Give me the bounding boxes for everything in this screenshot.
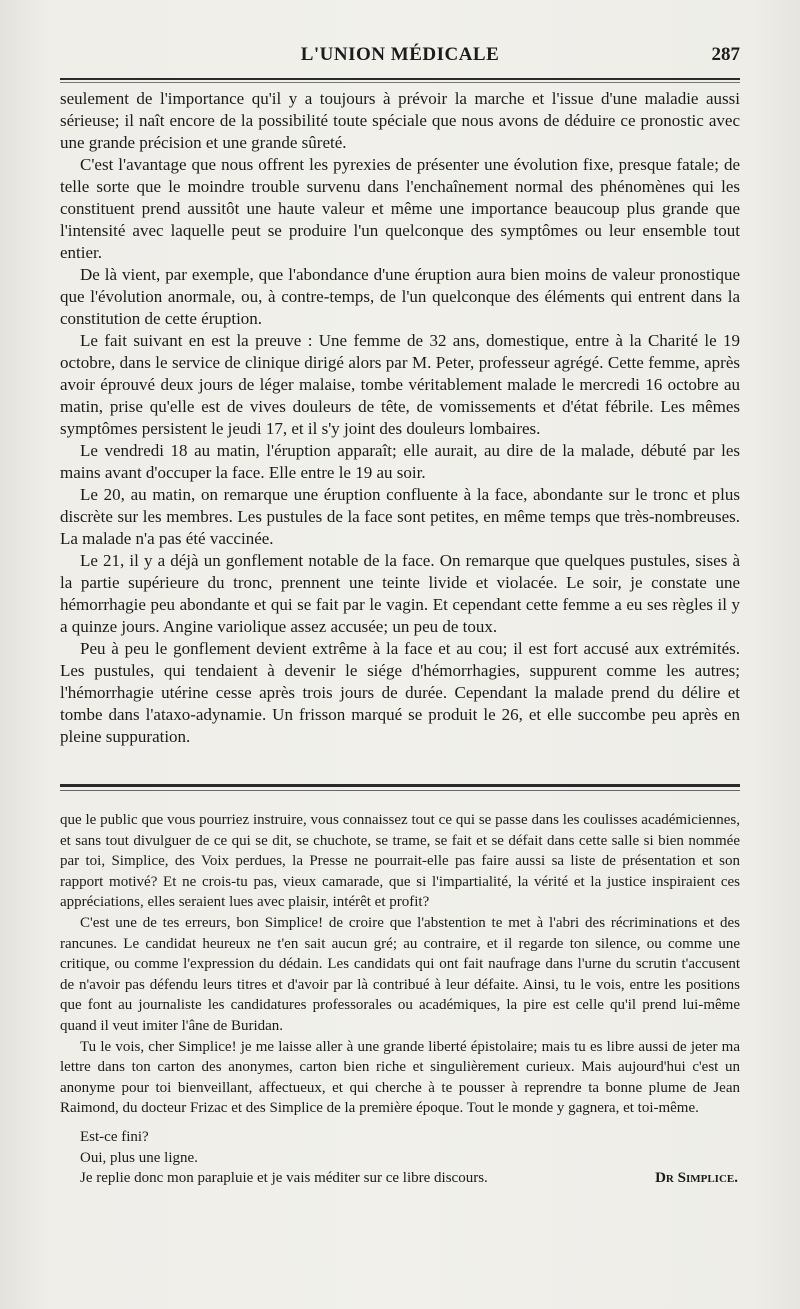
article-paragraph: seulement de l'importance qu'il y a toujours à prévoir la marche et l'issue d'une maladie aussi sérieuse; il naît encore de la possibilité toute spéciale que nous avons de déduire ce pronostic avec une grande précision et une grande sûreté. [60, 89, 740, 152]
feuilleton-paragraph: C'est une de tes erreurs, bon Simplice! de croire que l'abstention te met à l'abri des récriminations et des rancunes. Le candidat heureux ne t'en sait aucun gré; au contraire, et il regarde ton silence, ou comme une critique, ou comme l'expression du dédain. Les candidats qui ont fait naufrage dans l'urne du scrutin t'accusent de n'avoir pas défendu leurs titres et d'avoir par là contribué à leur défaite. Ainsi, tu le vois, entre les positions que font au journaliste les candidatures professorales ou académiques, la pire est celle qu'il prend lui-même quand il veut imiter l'âne de Buridan. [60, 914, 740, 1034]
page-header [60, 40, 740, 76]
article-body [60, 88, 740, 748]
closing-line: Je replie donc mon parapluie et je vais méditer sur ce libre discours. [80, 1170, 488, 1187]
article-paragraph: Le vendredi 18 au matin, l'éruption apparaît; elle aurait, au dire de la malade, débuté par les mains avant d'occuper la face. Elle entre le 19 au soir. [60, 441, 740, 482]
closing-line: Oui, plus une ligne. [80, 1149, 198, 1166]
signature: Dr Simplice. [655, 1170, 738, 1187]
feuilleton-section [60, 810, 740, 1189]
header-rule [60, 78, 740, 80]
article-paragraph: De là vient, par exemple, que l'abondance d'une éruption aura bien moins de valeur pronostique que l'évolution anormale, ou, à contre-temps, de l'un quelconque des éléments qui entrent dans la constitution de cette éruption. [60, 265, 740, 328]
article-paragraph: Le 21, il y a déjà un gonflement notable de la face. On remarque que quelques pustules, sises à la partie supérieure du tronc, prennent une teinte livide et violacée. Le soir, je constate une hémorrhagie peu abondante et qui se fait par le vagin. Et cependant cette femme a eu ses règles il y a quinze jours. Angine variolique assez accusée; un peu de toux. [60, 551, 740, 636]
article-paragraph: Peu à peu le gonflement devient extrême à la face et au cou; il est fort accusé aux extrémités. Les pustules, qui tendaient à devenir le siége d'hémorrhagies, suppurent comme les autres; l'hémorrhagie utérine cesse après trois jours de durée. Cependant la malade prend du délire et tombe dans l'ataxo-adynamie. Un frisson marqué se produit le 26, et elle succombe peu après en pleine suppuration. [60, 639, 740, 746]
spacer [60, 1119, 740, 1127]
running-title: L'UNION MÉDICALE [300, 44, 500, 65]
closing-line: Est-ce fini? [80, 1128, 149, 1145]
page-number: 287 [711, 44, 740, 65]
article-paragraph: C'est l'avantage que nous offrent les pyrexies de présenter une évolution fixe, presque fatale; de telle sorte que le moindre trouble survenu dans l'enchaînement normal des phénomènes qui les constituent prend aussitôt une haute valeur et même une importance beaucoup plus grande que l'intensité avec laquelle peut se produire l'un quelconque des symptômes ou leur ensemble tout entier. [60, 155, 740, 262]
feuilleton-paragraph: Tu le vois, cher Simplice! je me laisse aller à une grande liberté épistolaire; mais tu es libre aussi de jeter ma lettre dans ton carton des anonymes, carton bien riche et singulièrement curieux. Mais aujourd'hui c'est un anonyme pour toi bienveillant, affectueux, et qui cherche à te pousser à reprendre ta bonne plume de Jean Raimond, du docteur Frizac et des Simplice de la première époque. Tout le monde y gagnera, et toi-même. [60, 1038, 740, 1117]
article-paragraph: Le fait suivant en est la preuve : Une femme de 32 ans, domestique, entre à la Charité le 19 octobre, dans le service de clinique dirigé alors par M. Peter, professeur agrégé. Cette femme, après avoir éprouvé deux jours de léger malaise, tombe véritablement malade le mercredi 16 octobre au matin, prise qu'elle est de vives douleurs de tête, de vomissements et d'état fébrile. Les mêmes symptômes persistent le jeudi 17, et il s'y joint des douleurs lombaires. [60, 331, 740, 438]
feuilleton-divider [60, 784, 740, 793]
feuilleton-paragraph: que le public que vous pourriez instruire, vous connaissez tout ce qui se passe dans les coulisses académiciennes, et sans tout divulguer de ce qui se dit, se chuchote, se trame, se fait et se défait dans cette salle si bien nommée par toi, Simplice, des Voix perdues, la Presse ne pourrait-elle pas faire aussi sa liste de présentation et son rapport motivé? Et ne crois-tu pas, vieux camarade, que si l'impartialité, la vérité et la justice inspiraient ces appréciations, elles seraient lues avec plaisir, intérêt et profit? [60, 812, 740, 911]
article-paragraph: Le 20, au matin, on remarque une éruption confluente à la face, abondante sur le tronc et plus discrète sur les membres. Les pustules de la face sont petites, en même temps que très-nombreuses. La malade n'a pas été vaccinée. [60, 485, 740, 548]
